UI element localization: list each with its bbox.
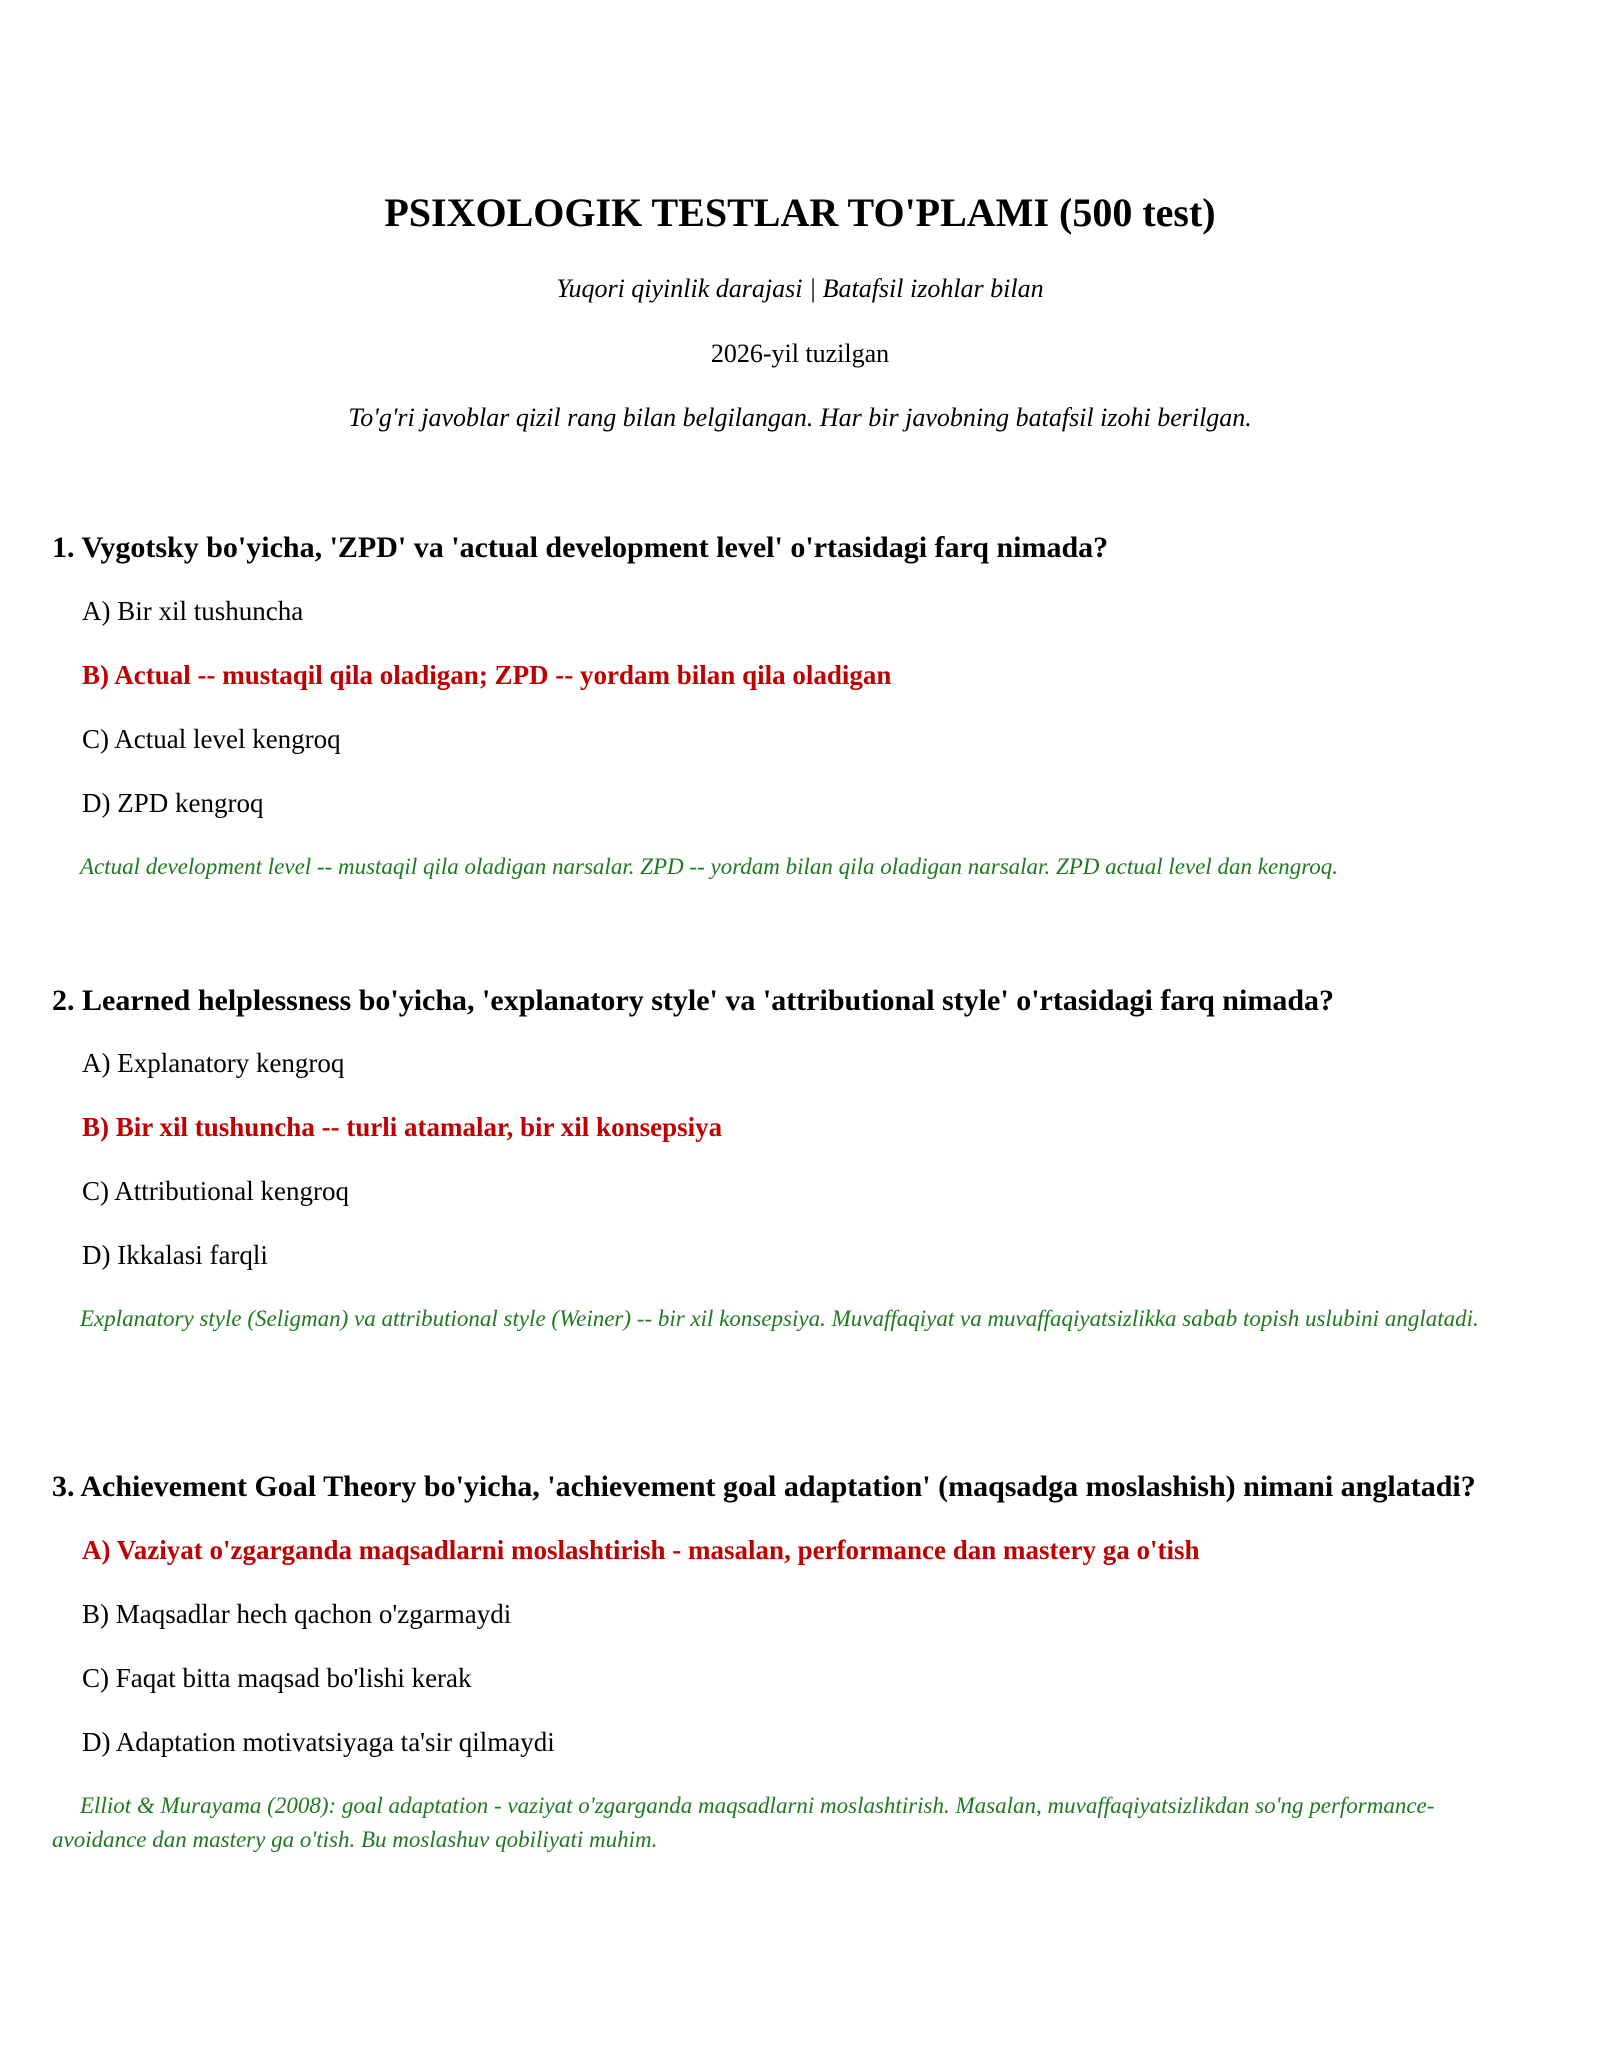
question-3-option-c: C) Faqat bitta maqsad bo'lishi kerak: [82, 1663, 472, 1693]
question-2-option-d: D) Ikkalasi farqli: [82, 1240, 268, 1270]
document-title: PSIXOLOGIK TESTLAR TO'PLAMI (500 test): [384, 190, 1216, 235]
document-year: 2026-yil tuzilgan: [710, 339, 890, 368]
question-1-option-b: B) Actual -- mustaqil qila oladigan; ZPD -- yordam bilan qila oladigan: [82, 660, 892, 690]
question-2-option-c: C) Attributional kengroq: [82, 1176, 349, 1206]
question-3-option-a: A) Vaziyat o'zgarganda maqsadlarni moslashtirish - masalan, performance dan mastery ga o'tish: [82, 1535, 1200, 1565]
question-3-text: 3. Achievement Goal Theory bo'yicha, 'achievement goal adaptation' (maqsadga moslashish) nimani anglatadi?: [52, 1470, 1476, 1503]
question-3-option-d: D) Adaptation motivatsiyaga ta'sir qilmaydi: [82, 1727, 555, 1757]
question-1-explanation: Actual development level -- mustaqil qila oladigan narsalar. ZPD -- yordam bilan qila oladigan narsalar. ZPD actual level dan kengroq.: [80, 854, 1339, 879]
question-2-text: 2. Learned helplessness bo'yicha, 'explanatory style' va 'attributional style' o'rtasidagi farq nimada?: [52, 984, 1335, 1017]
question-3-explanation: Elliot & Murayama (2008): goal adaptation - vaziyat o'zgarganda maqsadlarni moslashtirish. Masalan, muvaffaqiyatsizlikdan so'ng performance-avoidance dan mastery ga o'tish. Bu moslashuv qobiliyati muhim.: [52, 1793, 1435, 1852]
document-note: To'g'ri javoblar qizil rang bilan belgilangan. Har bir javobning batafsil izohi berilgan.: [348, 403, 1252, 432]
question-3-option-b: B) Maqsadlar hech qachon o'zgarmaydi: [82, 1599, 512, 1629]
question-2-explanation: Explanatory style (Seligman) va attributional style (Weiner) -- bir xil konsepsiya. Muvaffaqiyat va muvaffaqiyatsizlikka sabab topish uslubini anglatadi.: [80, 1306, 1479, 1331]
question-2-option-a: A) Explanatory kengroq: [82, 1048, 345, 1078]
question-1-option-a: A) Bir xil tushuncha: [82, 596, 304, 626]
question-1-option-d: D) ZPD kengroq: [82, 788, 264, 818]
question-1-option-c: C) Actual level kengroq: [82, 724, 341, 754]
question-2-option-b: B) Bir xil tushuncha -- turli atamalar, bir xil konsepsiya: [82, 1112, 723, 1142]
document-subtitle: Yuqori qiyinlik darajasi | Batafsil izohlar bilan: [556, 274, 1044, 303]
question-1-text: 1. Vygotsky bo'yicha, 'ZPD' va 'actual development level' o'rtasidagi farq nimada?: [52, 531, 1109, 564]
